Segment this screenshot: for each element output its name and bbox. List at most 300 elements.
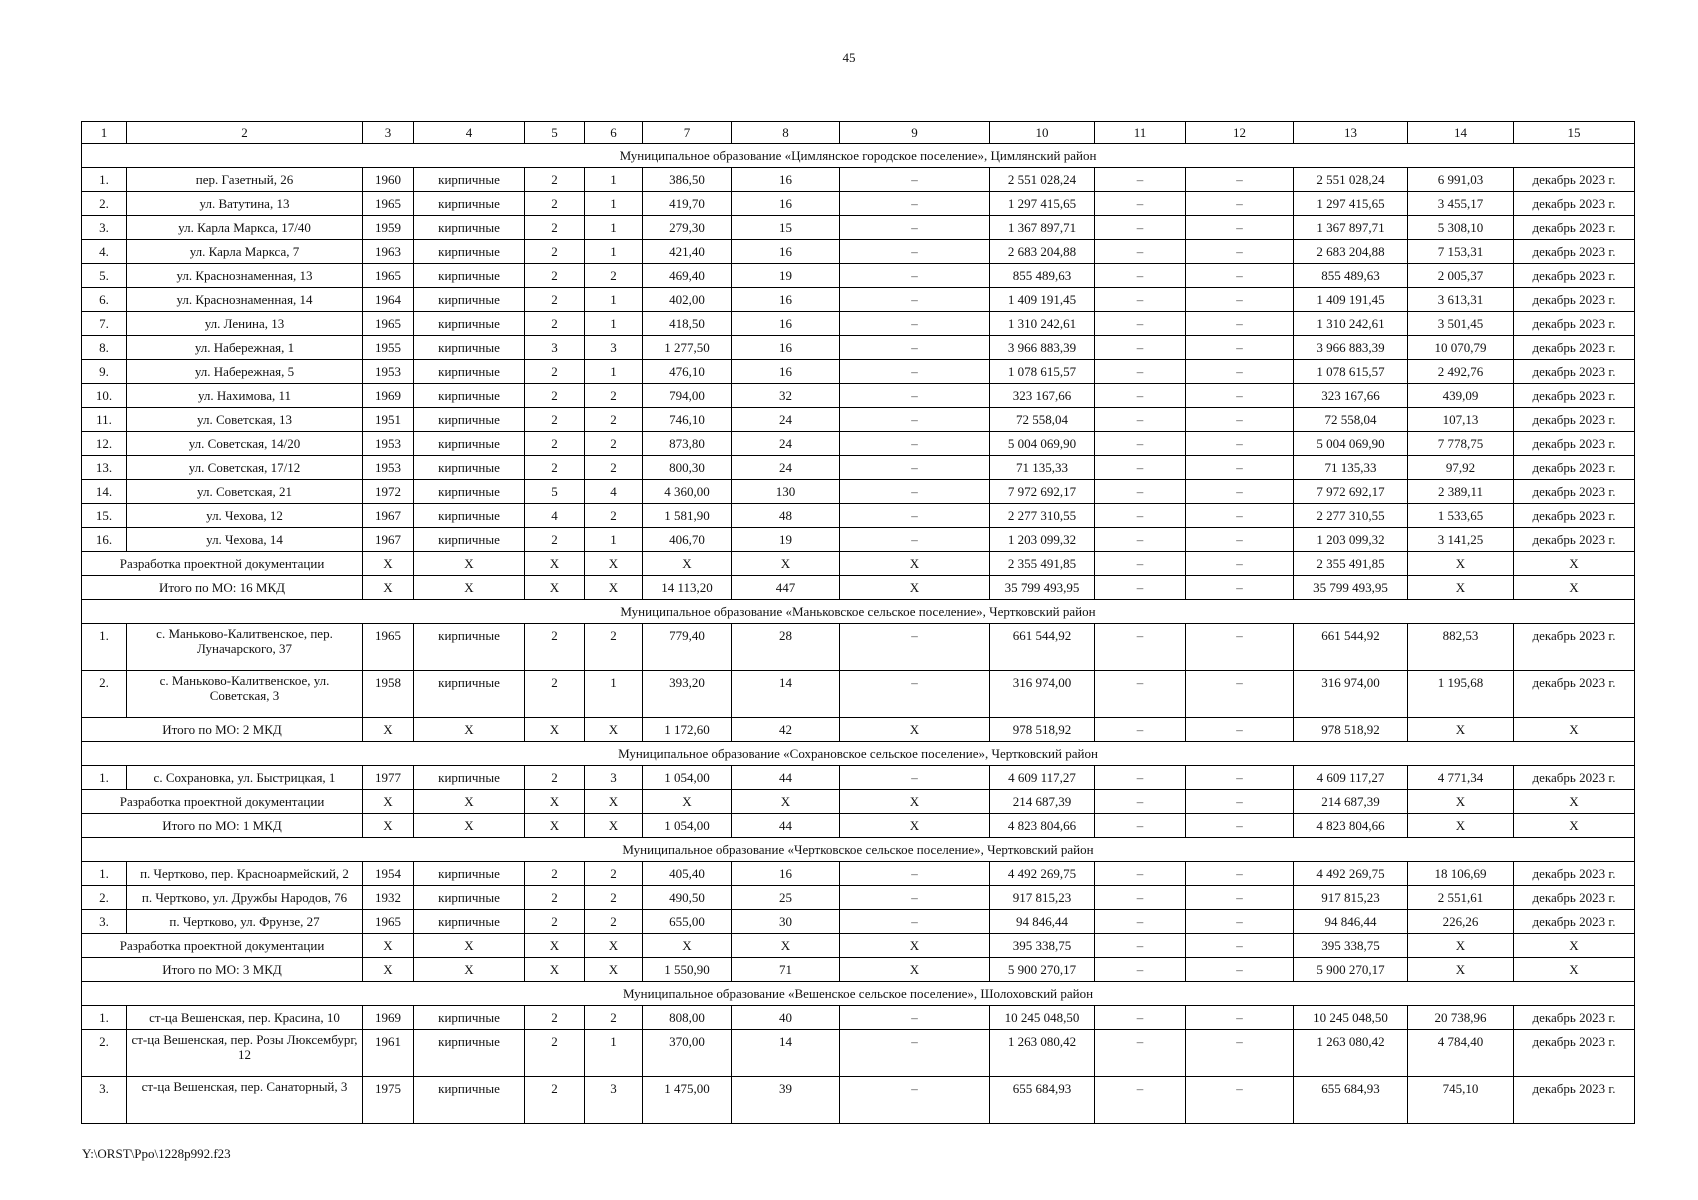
- column-13-value: 2 683 204,88: [1294, 240, 1408, 264]
- page-number: 45: [842, 50, 856, 65]
- column-14-value: 7 778,75: [1408, 432, 1514, 456]
- wall-material: кирпичные: [414, 264, 525, 288]
- x-marker: X: [525, 958, 585, 982]
- entrance-count: 1: [585, 168, 643, 192]
- row-number: 2.: [82, 192, 127, 216]
- building-row: [82, 432, 1635, 456]
- completion-date: декабрь 2023 г.: [1514, 408, 1635, 432]
- row-number: 2.: [82, 671, 127, 718]
- x-marker: X: [414, 934, 525, 958]
- completion-date: декабрь 2023 г.: [1514, 216, 1635, 240]
- column-11-value: –: [1095, 192, 1186, 216]
- commission-year: 1965: [363, 910, 414, 934]
- column-11-value: –: [1095, 456, 1186, 480]
- column-12-value: –: [1186, 862, 1294, 886]
- entrance-count: 1: [585, 240, 643, 264]
- building-address: пер. Газетный, 26: [127, 168, 363, 192]
- column-14-value: 5 308,10: [1408, 216, 1514, 240]
- x-marker: X: [363, 958, 414, 982]
- resident-count: 39: [732, 1077, 840, 1124]
- wall-material: кирпичные: [414, 240, 525, 264]
- x-marker: X: [643, 552, 732, 576]
- building-row: [82, 766, 1635, 790]
- column-9-value: –: [840, 408, 990, 432]
- municipality-title: Муниципальное образование «Сохрановское сельское поселение», Чертковский район: [82, 742, 1635, 766]
- x-marker: X: [840, 934, 990, 958]
- building-row: [82, 384, 1635, 408]
- total-cost: 214 687,39: [990, 790, 1095, 814]
- column-header: 7: [643, 122, 732, 144]
- column-13-value: 1 263 080,42: [1294, 1030, 1408, 1077]
- column-11-value: –: [1095, 168, 1186, 192]
- x-marker: X: [585, 958, 643, 982]
- x-marker: X: [585, 576, 643, 600]
- column-11-value: –: [1095, 766, 1186, 790]
- completion-date: декабрь 2023 г.: [1514, 192, 1635, 216]
- column-13-value: 94 846,44: [1294, 910, 1408, 934]
- x-marker: X: [840, 814, 990, 838]
- wall-material: кирпичные: [414, 288, 525, 312]
- total-area: 1 277,50: [643, 336, 732, 360]
- column-12-value: –: [1186, 528, 1294, 552]
- total-column-13: 214 687,39: [1294, 790, 1408, 814]
- column-13-value: 2 277 310,55: [1294, 504, 1408, 528]
- row-number: 9.: [82, 360, 127, 384]
- commission-year: 1967: [363, 504, 414, 528]
- wall-material: кирпичные: [414, 1077, 525, 1124]
- x-marker: X: [414, 958, 525, 982]
- total-label: Итого по МО: 3 МКД: [82, 958, 363, 982]
- column-14-value: 2 492,76: [1408, 360, 1514, 384]
- design-docs-row: [82, 934, 1635, 958]
- total-label: Итого по МО: 1 МКД: [82, 814, 363, 838]
- row-number: 3.: [82, 216, 127, 240]
- repair-cost: 1 203 099,32: [990, 528, 1095, 552]
- x-marker: X: [840, 718, 990, 742]
- x-marker: X: [363, 576, 414, 600]
- entrance-count: 1: [585, 288, 643, 312]
- column-9-value: –: [840, 288, 990, 312]
- row-number: 2.: [82, 1030, 127, 1077]
- column-14-value: 4 784,40: [1408, 1030, 1514, 1077]
- dash-marker: –: [1186, 718, 1294, 742]
- column-9-value: –: [840, 862, 990, 886]
- commission-year: 1969: [363, 384, 414, 408]
- x-marker: X: [1514, 958, 1635, 982]
- column-11-value: –: [1095, 1030, 1186, 1077]
- table-body: [82, 144, 1635, 1124]
- building-row: [82, 408, 1635, 432]
- dash-marker: –: [1186, 814, 1294, 838]
- floor-count: 2: [525, 1030, 585, 1077]
- entrance-count: 2: [585, 862, 643, 886]
- total-area: 794,00: [643, 384, 732, 408]
- commission-year: 1960: [363, 168, 414, 192]
- column-11-value: –: [1095, 408, 1186, 432]
- total-area: 873,80: [643, 432, 732, 456]
- entrance-count: 2: [585, 456, 643, 480]
- resident-count: 32: [732, 384, 840, 408]
- floor-count: 5: [525, 480, 585, 504]
- column-9-value: –: [840, 504, 990, 528]
- resident-count: 40: [732, 1006, 840, 1030]
- row-number: 15.: [82, 504, 127, 528]
- total-cost: 35 799 493,95: [990, 576, 1095, 600]
- building-row: [82, 1030, 1635, 1077]
- resident-count: 16: [732, 862, 840, 886]
- total-area: 393,20: [643, 671, 732, 718]
- total-cost: 978 518,92: [990, 718, 1095, 742]
- repair-cost: 4 609 117,27: [990, 766, 1095, 790]
- building-address: с. Сохрановка, ул. Быстрицкая, 1: [127, 766, 363, 790]
- total-residents: 71: [732, 958, 840, 982]
- row-number: 16.: [82, 528, 127, 552]
- column-14-value: 1 195,68: [1408, 671, 1514, 718]
- floor-count: 2: [525, 456, 585, 480]
- repair-cost: 917 815,23: [990, 886, 1095, 910]
- column-header: 2: [127, 122, 363, 144]
- building-row: [82, 192, 1635, 216]
- resident-count: 48: [732, 504, 840, 528]
- column-11-value: –: [1095, 1006, 1186, 1030]
- column-14-value: 97,92: [1408, 456, 1514, 480]
- building-address: ул. Советская, 14/20: [127, 432, 363, 456]
- repair-cost: 72 558,04: [990, 408, 1095, 432]
- total-area: 800,30: [643, 456, 732, 480]
- x-marker: X: [840, 552, 990, 576]
- column-9-value: –: [840, 456, 990, 480]
- column-14-value: 18 106,69: [1408, 862, 1514, 886]
- resident-count: 30: [732, 910, 840, 934]
- floor-count: 2: [525, 192, 585, 216]
- column-13-value: 323 167,66: [1294, 384, 1408, 408]
- column-11-value: –: [1095, 528, 1186, 552]
- column-11-value: –: [1095, 384, 1186, 408]
- x-marker: X: [840, 576, 990, 600]
- column-14-value: 107,13: [1408, 408, 1514, 432]
- total-column-13: 5 900 270,17: [1294, 958, 1408, 982]
- x-marker: X: [525, 814, 585, 838]
- commission-year: 1953: [363, 360, 414, 384]
- column-11-value: –: [1095, 216, 1186, 240]
- column-9-value: –: [840, 624, 990, 671]
- row-number: 2.: [82, 886, 127, 910]
- design-docs-label: Разработка проектной документации: [82, 934, 363, 958]
- design-docs-label: Разработка проектной документации: [82, 552, 363, 576]
- total-area: 402,00: [643, 288, 732, 312]
- column-12-value: –: [1186, 624, 1294, 671]
- column-13-value: 3 966 883,39: [1294, 336, 1408, 360]
- building-address: ул. Набережная, 1: [127, 336, 363, 360]
- building-row: [82, 288, 1635, 312]
- x-marker: X: [363, 790, 414, 814]
- x-marker: X: [1408, 790, 1514, 814]
- total-area: 655,00: [643, 910, 732, 934]
- x-marker: X: [1514, 790, 1635, 814]
- commission-year: 1965: [363, 312, 414, 336]
- design-docs-row: [82, 790, 1635, 814]
- commission-year: 1961: [363, 1030, 414, 1077]
- row-number: 5.: [82, 264, 127, 288]
- total-cost: 395 338,75: [990, 934, 1095, 958]
- building-address: ул. Ватутина, 13: [127, 192, 363, 216]
- total-area: 1 550,90: [643, 958, 732, 982]
- floor-count: 2: [525, 240, 585, 264]
- repair-cost: 94 846,44: [990, 910, 1095, 934]
- column-14-value: 10 070,79: [1408, 336, 1514, 360]
- building-row: [82, 671, 1635, 718]
- dash-marker: –: [1095, 576, 1186, 600]
- x-marker: X: [525, 790, 585, 814]
- building-address: ул. Советская, 13: [127, 408, 363, 432]
- completion-date: декабрь 2023 г.: [1514, 432, 1635, 456]
- building-row: [82, 456, 1635, 480]
- building-address: ул. Ленина, 13: [127, 312, 363, 336]
- resident-count: 16: [732, 360, 840, 384]
- column-13-value: 1 203 099,32: [1294, 528, 1408, 552]
- resident-count: 25: [732, 886, 840, 910]
- row-number: 1.: [82, 168, 127, 192]
- repair-cost: 1 078 615,57: [990, 360, 1095, 384]
- column-12-value: –: [1186, 216, 1294, 240]
- x-marker: X: [1408, 552, 1514, 576]
- dash-marker: –: [1095, 958, 1186, 982]
- building-row: [82, 528, 1635, 552]
- resident-count: 44: [732, 766, 840, 790]
- building-address: ст-ца Вешенская, пер. Розы Люксембург, 12: [127, 1030, 363, 1077]
- completion-date: декабрь 2023 г.: [1514, 360, 1635, 384]
- x-marker: X: [585, 790, 643, 814]
- floor-count: 2: [525, 432, 585, 456]
- building-address: п. Чертково, ул. Дружбы Народов, 76: [127, 886, 363, 910]
- x-marker: X: [414, 790, 525, 814]
- x-marker: X: [732, 552, 840, 576]
- floor-count: 2: [525, 528, 585, 552]
- column-13-value: 1 297 415,65: [1294, 192, 1408, 216]
- wall-material: кирпичные: [414, 528, 525, 552]
- repair-cost: 4 492 269,75: [990, 862, 1095, 886]
- column-12-value: –: [1186, 168, 1294, 192]
- x-marker: X: [1514, 576, 1635, 600]
- column-13-value: 71 135,33: [1294, 456, 1408, 480]
- total-area: 746,10: [643, 408, 732, 432]
- total-column-13: 35 799 493,95: [1294, 576, 1408, 600]
- x-marker: X: [1408, 814, 1514, 838]
- entrance-count: 2: [585, 624, 643, 671]
- column-12-value: –: [1186, 192, 1294, 216]
- x-marker: X: [525, 552, 585, 576]
- building-row: [82, 312, 1635, 336]
- wall-material: кирпичные: [414, 480, 525, 504]
- repair-cost: 2 277 310,55: [990, 504, 1095, 528]
- column-13-value: 917 815,23: [1294, 886, 1408, 910]
- total-area: 490,50: [643, 886, 732, 910]
- repair-cost: 71 135,33: [990, 456, 1095, 480]
- building-address: ст-ца Вешенская, пер. Красина, 10: [127, 1006, 363, 1030]
- column-11-value: –: [1095, 671, 1186, 718]
- completion-date: декабрь 2023 г.: [1514, 288, 1635, 312]
- building-row: [82, 240, 1635, 264]
- dash-marker: –: [1095, 790, 1186, 814]
- floor-count: 2: [525, 1077, 585, 1124]
- x-marker: X: [525, 718, 585, 742]
- repair-cost: 661 544,92: [990, 624, 1095, 671]
- building-row: [82, 216, 1635, 240]
- dash-marker: –: [1186, 958, 1294, 982]
- entrance-count: 3: [585, 336, 643, 360]
- row-number: 7.: [82, 312, 127, 336]
- column-header: 3: [363, 122, 414, 144]
- column-9-value: –: [840, 432, 990, 456]
- wall-material: кирпичные: [414, 504, 525, 528]
- wall-material: кирпичные: [414, 408, 525, 432]
- wall-material: кирпичные: [414, 384, 525, 408]
- column-13-value: 10 245 048,50: [1294, 1006, 1408, 1030]
- building-row: [82, 1006, 1635, 1030]
- building-address: ул. Советская, 21: [127, 480, 363, 504]
- total-area: 469,40: [643, 264, 732, 288]
- building-address: ул. Нахимова, 11: [127, 384, 363, 408]
- row-number: 6.: [82, 288, 127, 312]
- column-14-value: 3 455,17: [1408, 192, 1514, 216]
- total-area: 1 054,00: [643, 814, 732, 838]
- municipality-section-row: [82, 838, 1635, 862]
- floor-count: 2: [525, 624, 585, 671]
- column-header: 1: [82, 122, 127, 144]
- column-9-value: –: [840, 192, 990, 216]
- building-row: [82, 480, 1635, 504]
- column-13-value: 1 367 897,71: [1294, 216, 1408, 240]
- total-area: 386,50: [643, 168, 732, 192]
- completion-date: декабрь 2023 г.: [1514, 1030, 1635, 1077]
- x-marker: X: [840, 958, 990, 982]
- repair-cost: 655 684,93: [990, 1077, 1095, 1124]
- entrance-count: 4: [585, 480, 643, 504]
- row-number: 1.: [82, 624, 127, 671]
- floor-count: 2: [525, 862, 585, 886]
- x-marker: X: [732, 934, 840, 958]
- column-header: 13: [1294, 122, 1408, 144]
- row-number: 10.: [82, 384, 127, 408]
- column-13-value: 1 078 615,57: [1294, 360, 1408, 384]
- wall-material: кирпичные: [414, 312, 525, 336]
- x-marker: X: [414, 576, 525, 600]
- column-13-value: 5 004 069,90: [1294, 432, 1408, 456]
- column-11-value: –: [1095, 624, 1186, 671]
- building-row: [82, 862, 1635, 886]
- column-12-value: –: [1186, 432, 1294, 456]
- column-11-value: –: [1095, 336, 1186, 360]
- dash-marker: –: [1095, 814, 1186, 838]
- entrance-count: 1: [585, 192, 643, 216]
- total-label: Итого по МО: 2 МКД: [82, 718, 363, 742]
- row-number: 4.: [82, 240, 127, 264]
- row-number: 1.: [82, 1006, 127, 1030]
- commission-year: 1972: [363, 480, 414, 504]
- repair-cost: 855 489,63: [990, 264, 1095, 288]
- column-12-value: –: [1186, 886, 1294, 910]
- entrance-count: 2: [585, 1006, 643, 1030]
- completion-date: декабрь 2023 г.: [1514, 528, 1635, 552]
- repair-cost: 1 263 080,42: [990, 1030, 1095, 1077]
- column-12-value: –: [1186, 1006, 1294, 1030]
- column-11-value: –: [1095, 360, 1186, 384]
- resident-count: 24: [732, 408, 840, 432]
- wall-material: кирпичные: [414, 671, 525, 718]
- column-11-value: –: [1095, 1077, 1186, 1124]
- wall-material: кирпичные: [414, 192, 525, 216]
- entrance-count: 2: [585, 264, 643, 288]
- column-12-value: –: [1186, 910, 1294, 934]
- total-residents: 42: [732, 718, 840, 742]
- column-13-value: 7 972 692,17: [1294, 480, 1408, 504]
- total-cost: 2 355 491,85: [990, 552, 1095, 576]
- building-address: ул. Карла Маркса, 17/40: [127, 216, 363, 240]
- municipality-total-row: [82, 814, 1635, 838]
- x-marker: X: [1514, 934, 1635, 958]
- x-marker: X: [585, 718, 643, 742]
- column-12-value: –: [1186, 456, 1294, 480]
- commission-year: 1965: [363, 264, 414, 288]
- column-14-value: 2 389,11: [1408, 480, 1514, 504]
- column-12-value: –: [1186, 264, 1294, 288]
- floor-count: 2: [525, 360, 585, 384]
- column-12-value: –: [1186, 480, 1294, 504]
- floor-count: 2: [525, 384, 585, 408]
- column-13-value: 316 974,00: [1294, 671, 1408, 718]
- design-docs-row: [82, 552, 1635, 576]
- completion-date: декабрь 2023 г.: [1514, 1077, 1635, 1124]
- repair-cost: 1 409 191,45: [990, 288, 1095, 312]
- completion-date: декабрь 2023 г.: [1514, 336, 1635, 360]
- repair-cost: 3 966 883,39: [990, 336, 1095, 360]
- total-area: 14 113,20: [643, 576, 732, 600]
- entrance-count: 1: [585, 671, 643, 718]
- building-address: ул. Карла Маркса, 7: [127, 240, 363, 264]
- commission-year: 1964: [363, 288, 414, 312]
- municipality-total-row: [82, 718, 1635, 742]
- building-address: ул. Краснознаменная, 14: [127, 288, 363, 312]
- commission-year: 1975: [363, 1077, 414, 1124]
- total-column-13: 978 518,92: [1294, 718, 1408, 742]
- total-area: 476,10: [643, 360, 732, 384]
- completion-date: декабрь 2023 г.: [1514, 1006, 1635, 1030]
- building-address: п. Чертково, пер. Красноармейский, 2: [127, 862, 363, 886]
- wall-material: кирпичные: [414, 766, 525, 790]
- floor-count: 2: [525, 1006, 585, 1030]
- x-marker: X: [732, 790, 840, 814]
- x-marker: X: [525, 934, 585, 958]
- column-12-value: –: [1186, 408, 1294, 432]
- commission-year: 1963: [363, 240, 414, 264]
- building-address: ул. Краснознаменная, 13: [127, 264, 363, 288]
- entrance-count: 2: [585, 432, 643, 456]
- column-14-value: 1 533,65: [1408, 504, 1514, 528]
- floor-count: 2: [525, 408, 585, 432]
- dash-marker: –: [1186, 576, 1294, 600]
- entrance-count: 1: [585, 528, 643, 552]
- resident-count: 15: [732, 216, 840, 240]
- total-area: 1 581,90: [643, 504, 732, 528]
- building-row: [82, 264, 1635, 288]
- column-12-value: –: [1186, 336, 1294, 360]
- column-9-value: –: [840, 886, 990, 910]
- resident-count: 14: [732, 1030, 840, 1077]
- column-number-row: [82, 122, 1635, 144]
- commission-year: 1967: [363, 528, 414, 552]
- x-marker: X: [414, 552, 525, 576]
- floor-count: 2: [525, 312, 585, 336]
